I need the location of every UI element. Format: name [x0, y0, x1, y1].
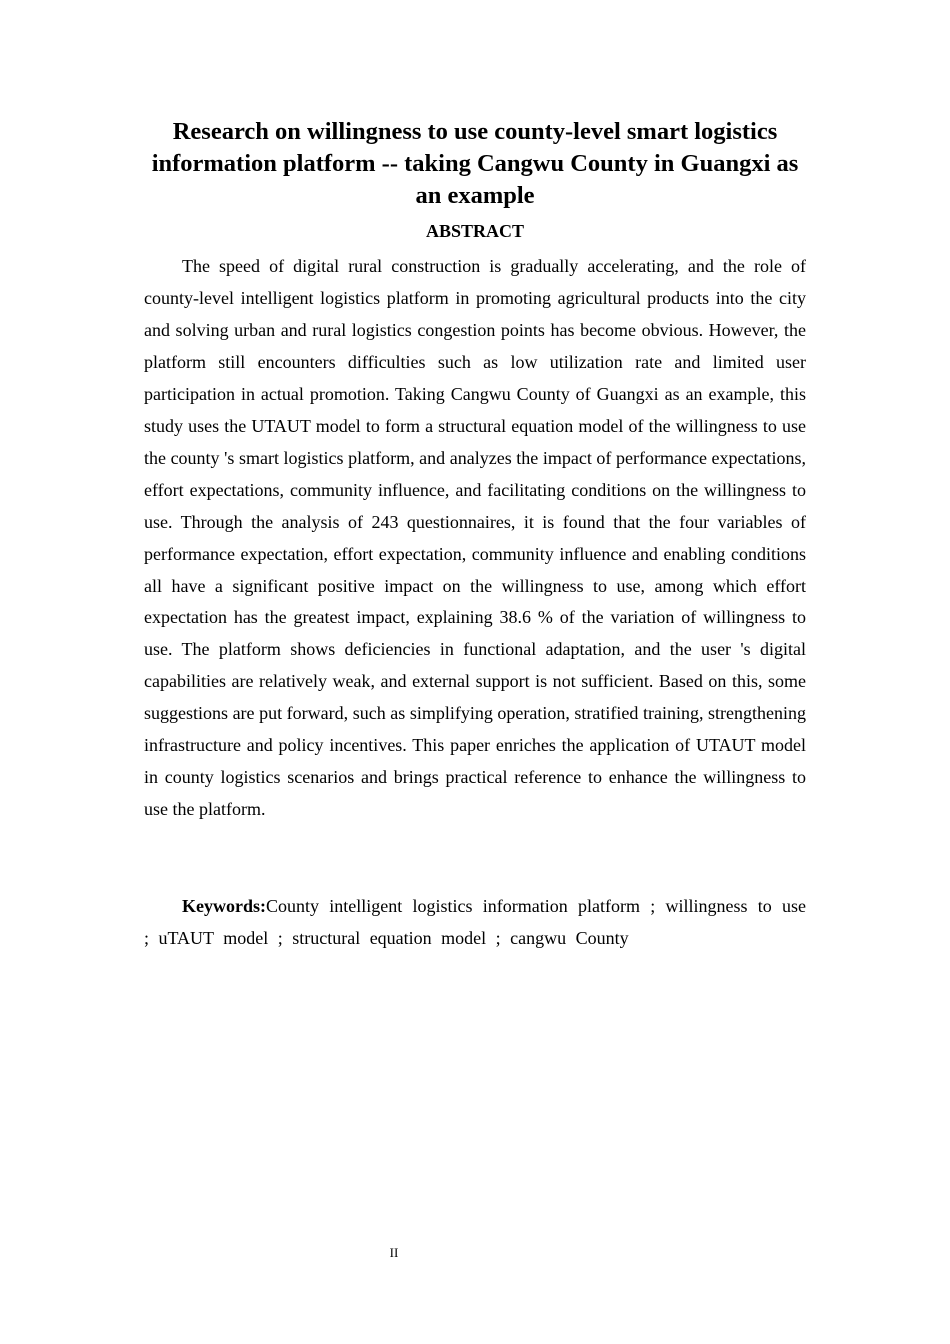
keywords-text: County intelligent logistics information platform ; willingness to use ; uTAUT model ; structural equation model ; cangwu County	[144, 896, 806, 948]
keywords-label: Keywords:	[182, 896, 266, 916]
abstract-body: The speed of digital rural construction is gradually accelerating, and the role of county-level intelligent logistics platform in promoting agricultural products into the city and solving urban and rural logistics congestion points has become obvious. However, the platform still encounters difficulties such as low utilization rate and limited user participation in actual promotion. Taking Cangwu County of Guangxi as an example, this study uses the UTAUT model to form a structural equation model of the willingness to use the county 's smart logistics platform, and analyzes the impact of performance expectations, effort expectations, community influence, and facilitating conditions on the willingness to use. Through the analysis of 243 questionnaires, it is found that the four variables of performance expectation, effort expectation, community influence and enabling conditions all have a significant positive impact on the willingness to use, among which effort expectation has the greatest impact, explaining 38.6 % of the variation of willingness to use. The platform shows deficiencies in functional adaptation, and the user 's digital capabilities are relatively weak, and external support is not sufficient. Based on this, some suggestions are put forward, such as simplifying operation, stratified training, strengthening infrastructure and policy incentives. This paper enriches the application of UTAUT model in county logistics scenarios and brings practical reference to enhance the willingness to use the platform.	[144, 256, 806, 820]
page-number: II	[389, 1245, 399, 1260]
paper-title: Research on willingness to use county-level smart logistics information platform -- taking Cangwu County in Guangxi as an example	[151, 118, 799, 209]
keywords-paragraph	[144, 890, 806, 954]
abstract-heading: ABSTRACT	[425, 221, 525, 241]
